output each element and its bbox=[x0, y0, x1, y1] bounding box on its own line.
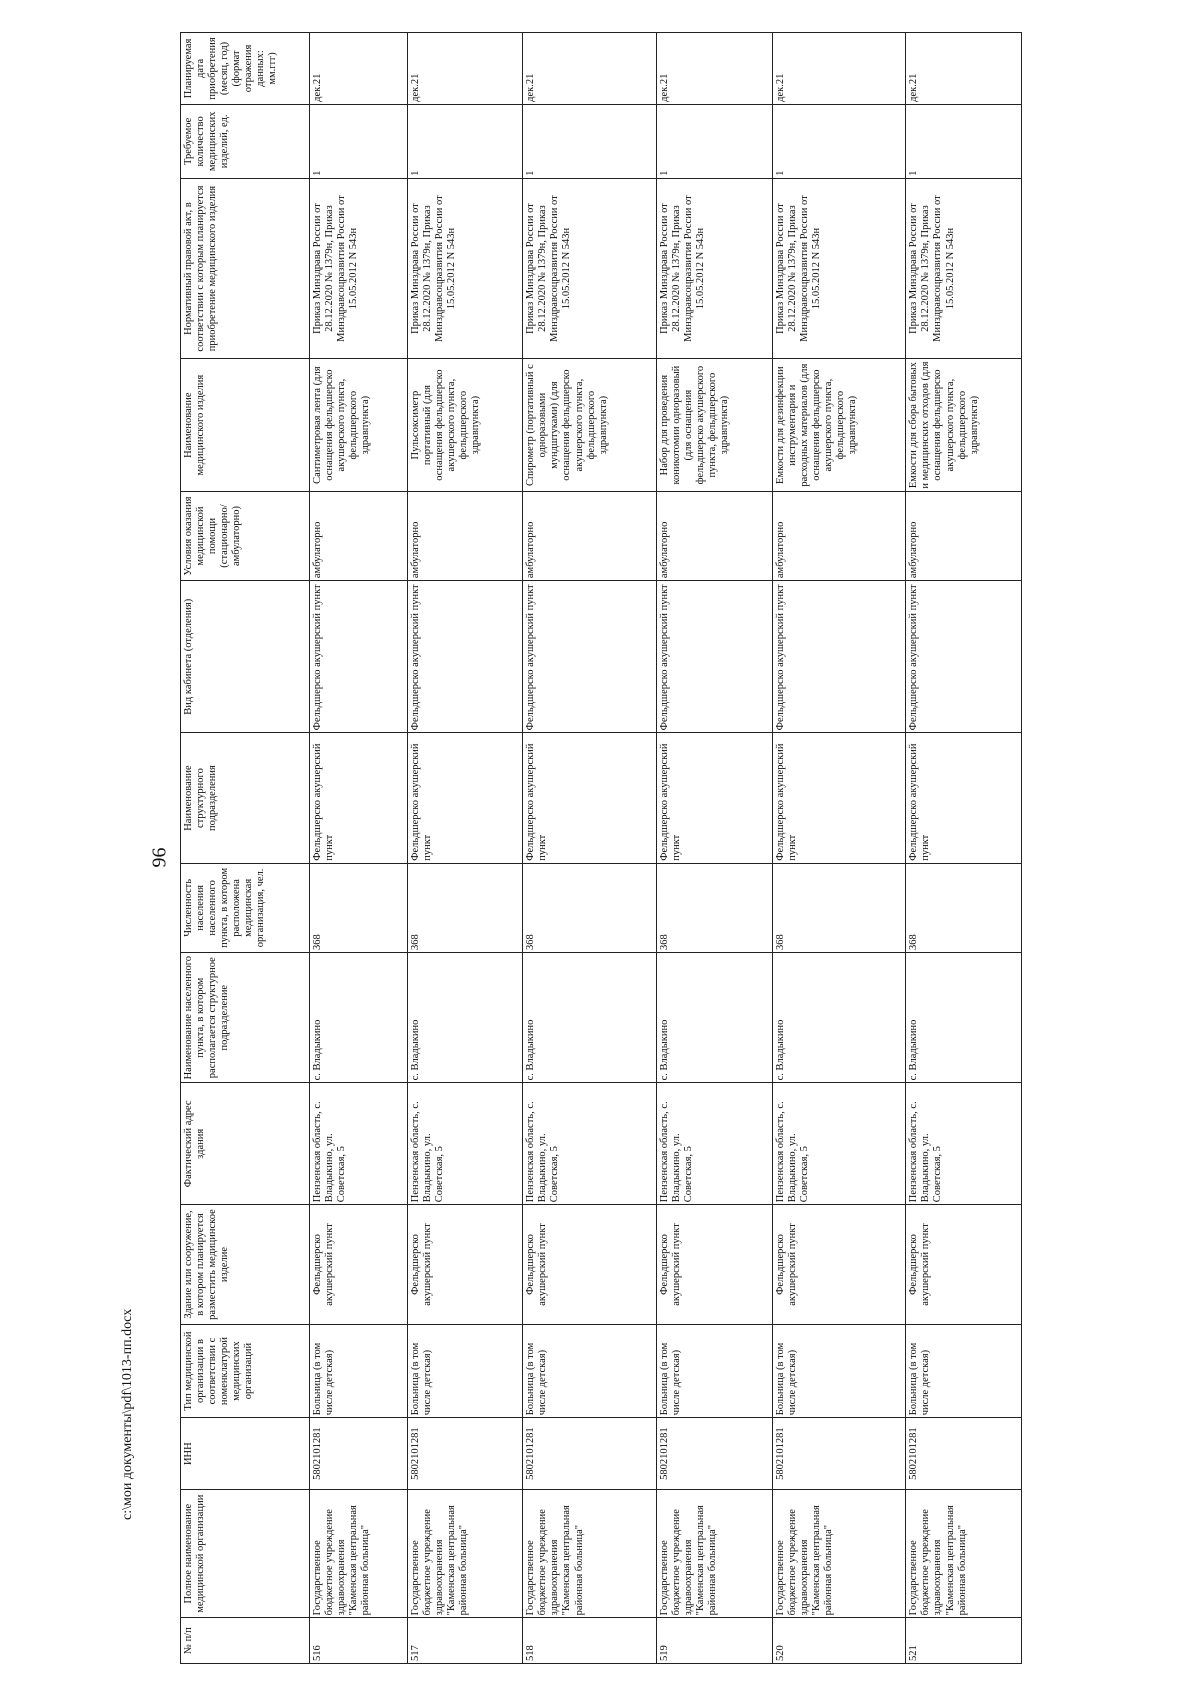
cell-conditions: амбулаторно bbox=[523, 491, 657, 580]
cell-population: 368 bbox=[523, 863, 657, 952]
cell-num: 519 bbox=[656, 1618, 772, 1664]
cell-type: Больница (в том числе детская) bbox=[772, 1324, 906, 1418]
header-address: Фактический адрес здания bbox=[181, 1083, 310, 1205]
cell-date: дек.21 bbox=[906, 33, 1022, 105]
header-qty: Требуемое количество медицинских изделий, ед. bbox=[181, 104, 310, 178]
cell-type: Больница (в том числе детская) bbox=[523, 1324, 657, 1418]
cell-qty: 1 bbox=[523, 104, 657, 178]
cell-conditions: амбулаторно bbox=[656, 491, 772, 580]
cell-population: 368 bbox=[772, 863, 906, 952]
cell-date: дек.21 bbox=[772, 33, 906, 105]
cell-device: Набор для проведения коникотомии одноразовый (для оснащения фельдшерско акушерского пункта, фельдшерского здравпункта) bbox=[656, 359, 772, 492]
cell-num: 518 bbox=[523, 1618, 657, 1664]
cell-device: Сантиметровая лента (для оснащения фельдшерско акушерского пункта, фельдшерского здравпункта) bbox=[310, 359, 408, 492]
cell-building: Фельдшерско акушерский пункт bbox=[772, 1205, 906, 1325]
cell-cabinet: Фельдшерско акушерский пункт bbox=[407, 581, 523, 733]
cell-inn: 5802101281 bbox=[310, 1418, 408, 1490]
cell-settlement: с. Владыкино bbox=[772, 952, 906, 1082]
cell-subdivision: Фельдшерско акушерский пункт bbox=[310, 733, 408, 863]
cell-date: дек.21 bbox=[656, 33, 772, 105]
cell-device: Пульсоксиметр портативный (для оснащения фельдшерско акушерского пункта, фельдшерского здравпункта) bbox=[407, 359, 523, 492]
cell-device: Емкости для дезинфекции инструментария и расходных материалов (для оснащения фельдшерско акушерского пункта, фельдшерского здравпункта) bbox=[772, 359, 906, 492]
cell-building: Фельдшерско акушерский пункт bbox=[523, 1205, 657, 1325]
cell-org: Государственное бюджетное учреждение здравоохранения "Каменская центральная районная больница" bbox=[310, 1490, 408, 1618]
footer-file-path: c:\мои документы\pdf\1013-пп.docx bbox=[120, 1308, 135, 1520]
header-population: Численность населения населенного пункта, в котором расположена медицинская организация, чел. bbox=[181, 863, 310, 952]
cell-qty: 1 bbox=[310, 104, 408, 178]
cell-conditions: амбулаторно bbox=[310, 491, 408, 580]
header-conditions: Условия оказания медицинской помощи (стационарно/ амбулаторно) bbox=[181, 491, 310, 580]
header-building: Здание или сооружение, в котором планируется разместить медицинское изделие bbox=[181, 1205, 310, 1325]
cell-cabinet: Фельдшерско акушерский пункт bbox=[906, 581, 1022, 733]
cell-type: Больница (в том числе детская) bbox=[310, 1324, 408, 1418]
cell-cabinet: Фельдшерско акушерский пункт bbox=[310, 581, 408, 733]
header-settlement: Наименование населенного пункта, в котором располагается структурное подразделение bbox=[181, 952, 310, 1082]
cell-inn: 5802101281 bbox=[407, 1418, 523, 1490]
cell-building: Фельдшерско акушерский пункт bbox=[407, 1205, 523, 1325]
header-date: Планируемая дата приобретения (месяц, год) (формат отражения данных: мм.ггг) bbox=[181, 33, 310, 105]
cell-cabinet: Фельдшерско акушерский пункт bbox=[523, 581, 657, 733]
table-row bbox=[906, 33, 1022, 1664]
cell-settlement: с. Владыкино bbox=[523, 952, 657, 1082]
cell-device: Спирометр (портативный с одноразовыми мундштуками) (для оснащения фельдшерско акушерского пункта, фельдшерского здравпункта) bbox=[523, 359, 657, 492]
header-cabinet: Вид кабинета (отделения) bbox=[181, 581, 310, 733]
cell-type: Больница (в том числе детская) bbox=[656, 1324, 772, 1418]
table-row bbox=[523, 33, 657, 1664]
header-org: Полное наименование медицинской организации bbox=[181, 1490, 310, 1618]
table-row bbox=[407, 33, 523, 1664]
cell-org: Государственное бюджетное учреждение здравоохранения "Каменская центральная районная больница" bbox=[906, 1490, 1022, 1618]
table-row bbox=[772, 33, 906, 1664]
cell-act: Приказ Минздрава России от 28.12.2020 № 1379н, Приказ Минздравсоцразвития России от 15.05.2012 N 543н bbox=[407, 178, 523, 358]
cell-qty: 1 bbox=[407, 104, 523, 178]
cell-org: Государственное бюджетное учреждение здравоохранения "Каменская центральная районная больница" bbox=[772, 1490, 906, 1618]
cell-qty: 1 bbox=[656, 104, 772, 178]
cell-building: Фельдшерско акушерский пункт bbox=[310, 1205, 408, 1325]
cell-inn: 5802101281 bbox=[656, 1418, 772, 1490]
cell-num: 517 bbox=[407, 1618, 523, 1664]
cell-address: Пензенская область, с. Владыкино, ул. Советская, 5 bbox=[772, 1083, 906, 1205]
cell-subdivision: Фельдшерско акушерский пункт bbox=[407, 733, 523, 863]
cell-qty: 1 bbox=[772, 104, 906, 178]
cell-subdivision: Фельдшерско акушерский пункт bbox=[523, 733, 657, 863]
cell-num: 516 bbox=[310, 1618, 408, 1664]
cell-date: дек.21 bbox=[523, 33, 657, 105]
cell-population: 368 bbox=[407, 863, 523, 952]
cell-conditions: амбулаторно bbox=[407, 491, 523, 580]
cell-building: Фельдшерско акушерский пункт bbox=[656, 1205, 772, 1325]
equipment-table bbox=[180, 32, 1022, 1664]
cell-qty: 1 bbox=[906, 104, 1022, 178]
cell-settlement: с. Владыкино bbox=[310, 952, 408, 1082]
cell-settlement: с. Владыкино bbox=[906, 952, 1022, 1082]
cell-act: Приказ Минздрава России от 28.12.2020 № 1379н, Приказ Минздравсоцразвития России от 15.05.2012 N 543н bbox=[656, 178, 772, 358]
table-row bbox=[656, 33, 772, 1664]
cell-inn: 5802101281 bbox=[523, 1418, 657, 1490]
cell-address: Пензенская область, с. Владыкино, ул. Советская, 5 bbox=[310, 1083, 408, 1205]
cell-population: 368 bbox=[310, 863, 408, 952]
cell-org: Государственное бюджетное учреждение здравоохранения "Каменская центральная районная больница" bbox=[523, 1490, 657, 1618]
cell-address: Пензенская область, с. Владыкино, ул. Советская, 5 bbox=[407, 1083, 523, 1205]
table-row bbox=[310, 33, 408, 1664]
header-act: Нормативный правовой акт, в соответствии с которым планируется приобретение медицинского изделия bbox=[181, 178, 310, 358]
cell-address: Пензенская область, с. Владыкино, ул. Советская, 5 bbox=[523, 1083, 657, 1205]
header-inn: ИНН bbox=[181, 1418, 310, 1490]
cell-subdivision: Фельдшерско акушерский пункт bbox=[906, 733, 1022, 863]
cell-address: Пензенская область, с. Владыкино, ул. Советская, 5 bbox=[906, 1083, 1022, 1205]
cell-num: 521 bbox=[906, 1618, 1022, 1664]
cell-act: Приказ Минздрава России от 28.12.2020 № 1379н, Приказ Минздравсоцразвития России от 15.05.2012 N 543н bbox=[523, 178, 657, 358]
cell-inn: 5802101281 bbox=[906, 1418, 1022, 1490]
cell-building: Фельдшерско акушерский пункт bbox=[906, 1205, 1022, 1325]
cell-cabinet: Фельдшерско акушерский пункт bbox=[772, 581, 906, 733]
cell-inn: 5802101281 bbox=[772, 1418, 906, 1490]
cell-org: Государственное бюджетное учреждение здравоохранения "Каменская центральная районная больница" bbox=[656, 1490, 772, 1618]
equipment-table-wrapper bbox=[180, 32, 1022, 1664]
cell-subdivision: Фельдшерско акушерский пункт bbox=[656, 733, 772, 863]
cell-act: Приказ Минздрава России от 28.12.2020 № 1379н, Приказ Минздравсоцразвития России от 15.05.2012 N 543н bbox=[310, 178, 408, 358]
cell-conditions: амбулаторно bbox=[772, 491, 906, 580]
cell-address: Пензенская область, с. Владыкино, ул. Советская, 5 bbox=[656, 1083, 772, 1205]
cell-act: Приказ Минздрава России от 28.12.2020 № 1379н, Приказ Минздравсоцразвития России от 15.05.2012 N 543н bbox=[906, 178, 1022, 358]
header-device: Наименование медицинского изделия bbox=[181, 359, 310, 492]
header-num: № п/п bbox=[181, 1618, 310, 1664]
cell-device: Емкости для сбора бытовых и медицинских отходов (для оснащения фельдшерско акушерского пункта, фельдшерского здравпункта) bbox=[906, 359, 1022, 492]
cell-settlement: с. Владыкино bbox=[656, 952, 772, 1082]
cell-type: Больница (в том числе детская) bbox=[906, 1324, 1022, 1418]
cell-subdivision: Фельдшерско акушерский пункт bbox=[772, 733, 906, 863]
cell-act: Приказ Минздрава России от 28.12.2020 № 1379н, Приказ Минздравсоцразвития России от 15.05.2012 N 543н bbox=[772, 178, 906, 358]
cell-population: 368 bbox=[656, 863, 772, 952]
cell-org: Государственное бюджетное учреждение здравоохранения "Каменская центральная районная больница" bbox=[407, 1490, 523, 1618]
cell-conditions: амбулаторно bbox=[906, 491, 1022, 580]
cell-date: дек.21 bbox=[407, 33, 523, 105]
cell-date: дек.21 bbox=[310, 33, 408, 105]
cell-type: Больница (в том числе детская) bbox=[407, 1324, 523, 1418]
cell-num: 520 bbox=[772, 1618, 906, 1664]
cell-settlement: с. Владыкино bbox=[407, 952, 523, 1082]
table-header-row bbox=[181, 33, 310, 1664]
cell-cabinet: Фельдшерско акушерский пункт bbox=[656, 581, 772, 733]
header-subdivision: Наименование структурного подразделения bbox=[181, 733, 310, 863]
cell-population: 368 bbox=[906, 863, 1022, 952]
page-number: 96 bbox=[148, 847, 171, 868]
header-type: Тип медицинской организации в соответствии с номенклатурой медицинских организаций bbox=[181, 1324, 310, 1418]
